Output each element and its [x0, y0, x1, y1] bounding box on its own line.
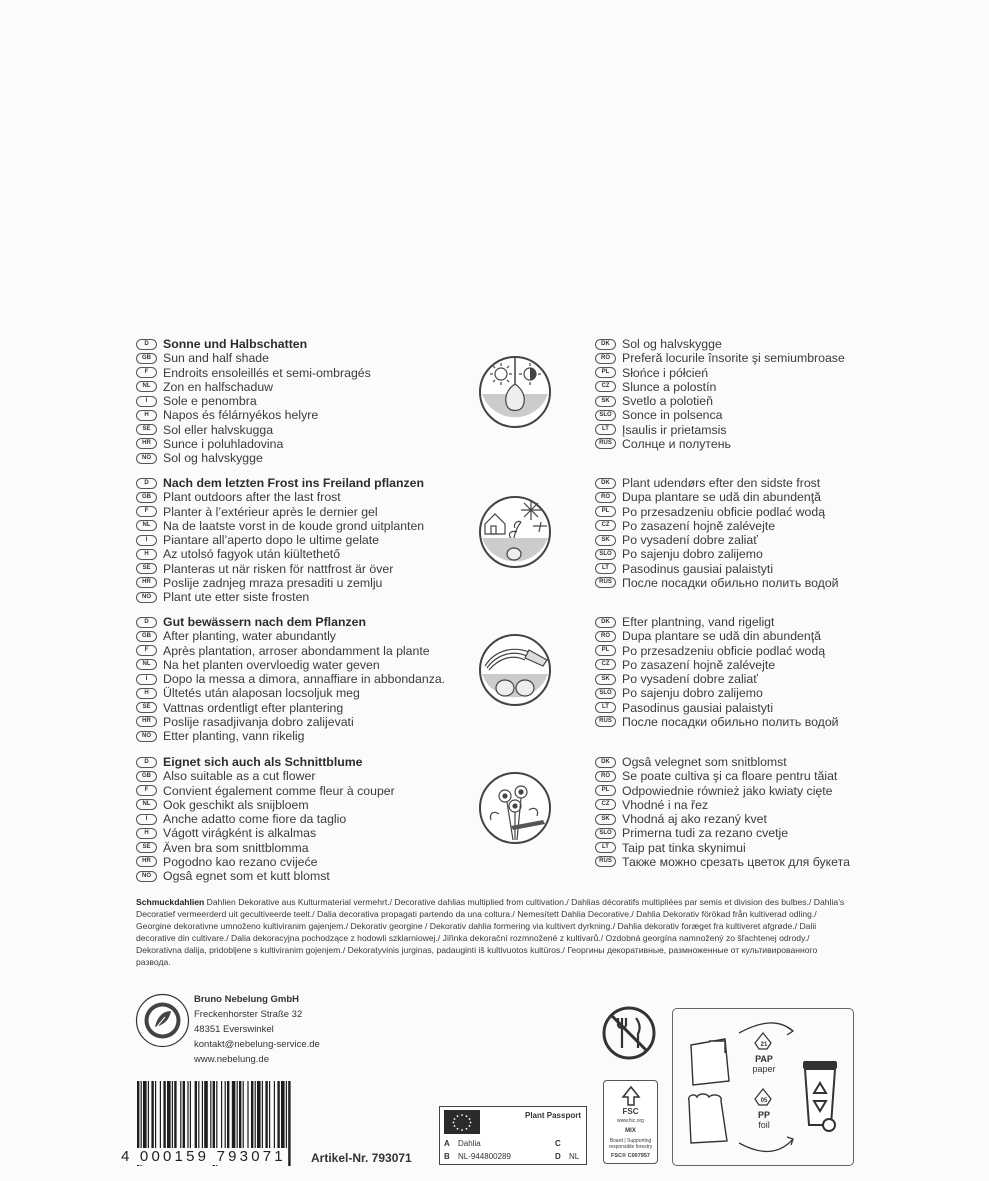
language-code-badge: RUS: [595, 577, 616, 588]
instruction-text: Se poate cultiva şi ca floare pentru tăiat: [622, 769, 838, 784]
barcode-bar: [247, 1081, 248, 1155]
language-row: [136, 394, 371, 408]
language-code-badge: RUS: [595, 438, 616, 449]
language-row: [136, 658, 445, 672]
language-row: [595, 547, 839, 561]
language-row: [595, 826, 850, 840]
language-code-badge: RO: [595, 771, 616, 782]
instruction-text: Nach dem letzten Frost ins Freiland pflanzen: [163, 476, 425, 491]
instruction-text: Po zasazení hojně zalévejte: [622, 518, 776, 533]
barcode-bar: [172, 1081, 173, 1155]
instruction-text: Poslije rasadjivanja dobro zalijevati: [163, 714, 354, 729]
fsc-line2: responsible forestry: [608, 1144, 653, 1150]
language-row: [595, 562, 839, 576]
language-row: [136, 701, 445, 715]
fsc-code: FSC® C007957: [611, 1153, 650, 1159]
instruction-text: Įsaulis ir prietamsis: [622, 422, 727, 437]
language-code-badge: NL: [136, 381, 157, 392]
sun-half-shade-icon: [477, 354, 553, 430]
barcode-bar: [251, 1081, 253, 1155]
instruction-text: Dupa plantare se udă din abundenţă: [622, 629, 821, 644]
instruction-text: Sol eller halvskugga: [163, 422, 274, 437]
barcode-bar: [180, 1081, 181, 1155]
language-code-badge: SE: [136, 842, 157, 853]
instruction-text: Ook geschikt als snijbloem: [163, 797, 309, 812]
barcode-bar: [265, 1081, 267, 1155]
language-row: [136, 519, 424, 533]
language-row: [595, 337, 845, 351]
language-row: [136, 615, 445, 629]
section-3-right-column: [595, 615, 839, 729]
language-row: [136, 855, 395, 869]
language-code-badge: I: [136, 535, 157, 546]
language-code-badge: DK: [595, 617, 616, 628]
passport-a-label: A: [444, 1139, 450, 1148]
instruction-text: Även bra som snittblomma: [163, 840, 309, 855]
instruction-text: Etter planting, vann rikelig: [163, 729, 305, 744]
barcode-bar: [195, 1081, 197, 1155]
not-edible-icon: [600, 1004, 658, 1062]
language-code-badge: HR: [136, 438, 157, 449]
language-row: [595, 855, 850, 869]
passport-c-label: C: [555, 1139, 561, 1148]
instruction-text: Vhodné i na řez: [622, 797, 709, 812]
language-row: [136, 826, 395, 840]
language-code-badge: H: [136, 549, 157, 560]
language-code-badge: D: [136, 478, 157, 489]
instruction-text: Preferă locurile însorite şi semiumbroase: [622, 351, 845, 366]
language-code-badge: I: [136, 674, 157, 685]
language-code-badge: PL: [595, 645, 616, 656]
language-code-badge: RUS: [595, 856, 616, 867]
barcode-bar: [243, 1081, 244, 1155]
language-code-badge: SLO: [595, 688, 616, 699]
pp-number: 05: [760, 1098, 768, 1104]
language-row: [136, 408, 371, 422]
language-row: [136, 686, 445, 700]
section-4-right-column: [595, 755, 850, 869]
section-3-left-column: [136, 615, 445, 743]
instruction-text: Poslije zadnjeg mraza presaditi u zemlju: [163, 575, 383, 590]
language-row: [136, 729, 445, 743]
language-code-badge: HR: [136, 577, 157, 588]
language-row: [136, 562, 424, 576]
language-row: [595, 841, 850, 855]
barcode-bar: [274, 1081, 275, 1155]
language-row: [595, 686, 839, 700]
instruction-text: Słońce i półcień: [622, 365, 709, 380]
pap-number: 21: [760, 1042, 768, 1048]
language-row: [595, 476, 839, 490]
instruction-text: После посадки обильно полить водой: [622, 714, 839, 729]
barcode-bar: [227, 1081, 229, 1155]
barcode-bar: [210, 1081, 211, 1155]
language-row: [595, 576, 839, 590]
language-row: [595, 351, 845, 365]
language-code-badge: CZ: [595, 381, 616, 392]
arrow-top-icon: [739, 1023, 793, 1033]
language-row: [136, 380, 371, 394]
language-code-badge: GB: [136, 631, 157, 642]
language-row: [136, 451, 371, 465]
language-code-badge: D: [136, 617, 157, 628]
instruction-text: Eignet sich auch als Schnittblume: [163, 755, 363, 770]
section-2-left-column: [136, 476, 424, 604]
barcode-bar: [183, 1081, 185, 1155]
instruction-text: Sonne und Halbschatten: [163, 337, 308, 352]
language-row: [136, 351, 371, 365]
instruction-text: Po vysadení dobre zaliať: [622, 672, 758, 687]
language-row: [136, 812, 395, 826]
company-street: Freckenhorster Straße 32: [194, 1009, 303, 1020]
barcode-bar: [163, 1081, 165, 1155]
instruction-text: Primerna tudi za rezano cvetje: [622, 826, 789, 841]
fsc-mix: MIX: [625, 1128, 636, 1134]
fsc-logo-text: FSC: [622, 1107, 639, 1116]
barcode-bar: [237, 1081, 238, 1155]
instruction-text: Efter plantning, vand rigeligt: [622, 615, 775, 630]
instruction-text: Pogodno kao rezano cvijeće: [163, 854, 318, 869]
barcode-bar: [225, 1081, 226, 1155]
language-row: [595, 366, 845, 380]
instruction-text: Planter à l’extérieur après le dernier gel: [163, 504, 378, 519]
barcode-bar: [286, 1081, 287, 1155]
instruction-text: Piantare all’aperto dopo le ultime gelate: [163, 533, 380, 548]
instruction-text: Pasodinus gausiai palaistyti: [622, 561, 774, 576]
language-code-badge: GB: [136, 492, 157, 503]
language-code-badge: CZ: [595, 659, 616, 670]
section-4-left-column: [136, 755, 395, 883]
language-row: [136, 533, 424, 547]
instruction-text: Vágott virágként is alkalmas: [163, 826, 317, 841]
language-row: [136, 629, 445, 643]
language-row: [136, 337, 371, 351]
language-row: [136, 437, 371, 451]
instruction-text: Vattnas ordentligt efter plantering: [163, 700, 344, 715]
barcode-bar: [174, 1081, 176, 1155]
barcode-bar: [288, 1081, 290, 1166]
language-row: [595, 644, 839, 658]
instruction-text: Ogsâ velegnet som snitblomst: [622, 755, 787, 770]
language-row: [136, 644, 445, 658]
language-code-badge: GB: [136, 771, 157, 782]
company-email[interactable]: kontakt@nebelung-service.de: [194, 1039, 320, 1050]
language-row: [136, 576, 424, 590]
language-code-badge: PL: [595, 785, 616, 796]
instruction-text: Also suitable as a cut flower: [163, 769, 316, 784]
instruction-text: Slunce a polostín: [622, 379, 717, 394]
company-city: 48351 Everswinkel: [194, 1024, 274, 1035]
instruction-text: Napos és félárnyékos helyre: [163, 408, 319, 423]
instruction-text: Po przesadzeniu obficie podlać wodą: [622, 504, 826, 519]
instruction-text: Солнце и полутень: [622, 436, 731, 451]
language-row: [595, 533, 839, 547]
language-row: [136, 869, 395, 883]
language-code-badge: LT: [595, 563, 616, 574]
barcode-bar: [262, 1081, 263, 1155]
language-code-badge: DK: [595, 478, 616, 489]
instruction-text: Dopo la messa a dimora, annaffiare in abbondanza.: [163, 672, 446, 687]
barcode-bar: [204, 1081, 208, 1155]
instruction-text: Также можно срезать цветок для букета: [622, 854, 850, 869]
instruction-text: After planting, water abundantly: [163, 629, 336, 644]
instruction-text: Az utolsó fagyok után kiültethető: [163, 547, 341, 562]
language-code-badge: H: [136, 410, 157, 421]
barcode-bar: [190, 1081, 191, 1155]
instruction-text: Po sajenju dobro zalijemo: [622, 547, 763, 562]
barcode-bar: [151, 1081, 153, 1155]
pp-code: PP: [757, 1110, 770, 1120]
arrow-bottom-icon: [739, 1139, 793, 1152]
language-row: [595, 408, 845, 422]
recycling-info: [672, 1008, 854, 1166]
language-code-badge: RO: [595, 353, 616, 364]
language-code-badge: HR: [136, 856, 157, 867]
instruction-text: Ültetés után alaposan locsoljuk meg: [163, 686, 360, 701]
watering-can-icon: [477, 632, 553, 708]
instruction-text: Plant ute etter siste frosten: [163, 590, 310, 605]
language-row: [595, 423, 845, 437]
barcode-bar: [160, 1081, 161, 1155]
instruction-text: Po sajenju dobro zalijemo: [622, 686, 763, 701]
language-code-badge: SE: [136, 563, 157, 574]
language-code-badge: NO: [136, 592, 157, 603]
language-code-badge: H: [136, 828, 157, 839]
barcode-bar: [232, 1081, 236, 1155]
instruction-text: Po przesadzeniu obficie podlać wodą: [622, 643, 826, 658]
language-row: [595, 784, 850, 798]
article-number: Artikel-Nr. 793071: [311, 1151, 412, 1165]
section-1-left-column: [136, 337, 371, 465]
instruction-text: Odpowiednie również jako kwiaty cięte: [622, 783, 833, 798]
language-row: [595, 437, 845, 451]
language-code-badge: F: [136, 367, 157, 378]
language-code-badge: NL: [136, 520, 157, 531]
language-code-badge: LT: [595, 702, 616, 713]
language-code-badge: NO: [136, 731, 157, 742]
language-code-badge: RO: [595, 631, 616, 642]
language-row: [136, 755, 395, 769]
language-code-badge: SE: [136, 424, 157, 435]
barcode-bar: [155, 1081, 156, 1155]
barcode-bar: [255, 1081, 256, 1155]
barcode-bar: [221, 1081, 222, 1155]
instruction-text: Sonce in polsenca: [622, 408, 723, 423]
instruction-text: Après plantation, arroser abondamment la plante: [163, 643, 430, 658]
barcode-bar: [281, 1081, 285, 1155]
language-row: [595, 490, 839, 504]
language-row: [595, 658, 839, 672]
passport-d-value: NL: [569, 1152, 580, 1161]
fsc-site: www.fsc.org: [617, 1118, 644, 1124]
language-code-badge: NO: [136, 871, 157, 882]
language-code-badge: F: [136, 785, 157, 796]
language-code-badge: SE: [136, 702, 157, 713]
pp-word: foil: [758, 1120, 770, 1130]
instruction-text: Sol og halvskygge: [622, 337, 722, 352]
recycling-bin-icon: [803, 1061, 837, 1131]
language-row: [136, 841, 395, 855]
language-row: [595, 769, 850, 783]
language-row: [136, 476, 424, 490]
company-info: [194, 992, 320, 1067]
barcode-bar: [239, 1081, 241, 1155]
instruction-text: Plant udendørs efter den sidste frost: [622, 476, 821, 491]
language-row: [595, 812, 850, 826]
plant-passport: [439, 1106, 587, 1165]
instruction-text: Gut bewässern nach dem Pflanzen: [163, 615, 366, 630]
eu-flag-icon: [444, 1110, 480, 1134]
instruction-text: Zon en halfschaduw: [163, 379, 274, 394]
language-row: [136, 769, 395, 783]
instruction-text: Vhodná aj ako rezaný kvet: [622, 812, 767, 827]
language-code-badge: SK: [595, 674, 616, 685]
language-code-badge: SK: [595, 535, 616, 546]
foil-bag-icon: [689, 1094, 727, 1143]
passport-b-label: B: [444, 1152, 450, 1161]
passport-a-value: Dahlia: [458, 1139, 481, 1148]
language-row: [136, 590, 424, 604]
language-row: [595, 701, 839, 715]
barcode-bar: [187, 1081, 188, 1155]
instruction-text: Sol og halvskygge: [163, 451, 263, 466]
language-code-badge: I: [136, 814, 157, 825]
language-row: [136, 798, 395, 812]
instruction-text: Sole e penombra: [163, 394, 257, 409]
language-row: [595, 755, 850, 769]
language-code-badge: I: [136, 396, 157, 407]
language-code-badge: D: [136, 339, 157, 350]
language-row: [136, 672, 445, 686]
cut-flower-icon: [477, 770, 553, 846]
barcode-bar: [148, 1081, 149, 1155]
language-row: [136, 547, 424, 561]
language-code-badge: F: [136, 645, 157, 656]
language-code-badge: NO: [136, 453, 157, 464]
barcode-bar: [167, 1081, 171, 1155]
barcode-bar: [269, 1081, 270, 1155]
product-description: Schmuckdahlien Dahlien Dekorative aus Kulturmaterial vermehrt./ Decorative dahlias multiplied from cultivation./ Dahlias décoratifs multipliées par semis et division des bulbes./ Dahlia’s Decoratief vermeerderd uit gecultiveerde teelt./ Dalia decorativa propagati partendo da una coltura./ Nemesített Dahlia Decorative./ Dahlia Dekorativ förökad från kultiverad odling./ Georgine dekorativne umnoženo kultiviranim gajenjem./ Dekorativ georgine / Dekorativ dahlia formering via kultivert dyrkning./ Dahlia dekorativ foræget fra kultiveret afgrøde./ Dalii decorative din cultivare./ Dalia dekoracyjna pochodzące z hodowli szklarniowej./ Jiřinka dekorační rozmnožené z kultivarů./ Ozdobná georgína namnožený zo šľachtenej odrody./ Dekorativna dalija, pridobljene s kultiviranim gojenjem./ Dekoratyvinis jurginas, padauginti iš kultivuotos kultūros./ Георгины декоративные, размноженные от культивированного развода.: [136, 897, 845, 968]
language-code-badge: PL: [595, 506, 616, 517]
passport-d-label: D: [555, 1152, 561, 1161]
language-row: [136, 366, 371, 380]
passport-title: Plant Passport: [524, 1111, 581, 1120]
language-row: [595, 615, 839, 629]
language-code-badge: HR: [136, 716, 157, 727]
fsc-label: [603, 1080, 658, 1164]
language-code-badge: NL: [136, 799, 157, 810]
language-code-badge: SK: [595, 396, 616, 407]
language-code-badge: RO: [595, 492, 616, 503]
language-code-badge: RUS: [595, 716, 616, 727]
barcode-bar: [198, 1081, 199, 1155]
language-code-badge: SLO: [595, 828, 616, 839]
language-code-badge: DK: [595, 757, 616, 768]
section-2-right-column: [595, 476, 839, 590]
company-website[interactable]: www.nebelung.de: [194, 1054, 269, 1065]
instruction-text: Anche adatto come fiore da taglio: [163, 812, 347, 827]
instruction-text: Pasodinus gausiai palaistyti: [622, 700, 774, 715]
language-code-badge: GB: [136, 353, 157, 364]
language-code-badge: H: [136, 688, 157, 699]
instruction-text: После посадки обильно полить водой: [622, 575, 839, 590]
language-code-badge: SLO: [595, 410, 616, 421]
language-code-badge: DK: [595, 339, 616, 350]
fsc-line1: Board | Supporting: [609, 1138, 652, 1144]
language-code-badge: CZ: [595, 520, 616, 531]
language-row: [595, 629, 839, 643]
instruction-text: Planteras ut när risken för nattfrost är över: [163, 561, 394, 576]
barcode-bar: [277, 1081, 279, 1155]
language-row: [595, 394, 845, 408]
language-code-badge: F: [136, 506, 157, 517]
language-row: [595, 798, 850, 812]
language-row: [136, 715, 445, 729]
plant-after-frost-icon: [477, 494, 553, 570]
instruction-text: Dupa plantare se udă din abundenţă: [622, 490, 821, 505]
instruction-text: Ogsâ egnet som et kutt blomst: [163, 869, 330, 884]
language-row: [136, 423, 371, 437]
language-code-badge: SLO: [595, 549, 616, 560]
barcode-number: 4 000159 793071: [121, 1148, 286, 1165]
language-row: [595, 715, 839, 729]
instruction-text: Po vysadení dobre zaliať: [622, 533, 758, 548]
barcode-bar: [143, 1081, 147, 1155]
language-row: [136, 505, 424, 519]
barcode-bar: [202, 1081, 203, 1155]
language-row: [595, 380, 845, 394]
language-code-badge: LT: [595, 842, 616, 853]
instruction-text: Convient également comme fleur à couper: [163, 783, 395, 798]
recycling-diagram: [673, 1009, 853, 1165]
fsc-tree-icon: [619, 1085, 643, 1107]
instruction-text: Taip pat tinka skynimui: [622, 840, 746, 855]
instruction-text: Na het planten overvloedig water geven: [163, 657, 380, 672]
passport-b-value: NL-944800289: [458, 1152, 511, 1161]
instruction-text: Plant outdoors after the last frost: [163, 490, 341, 505]
pap-code: PAP: [755, 1054, 773, 1064]
language-code-badge: SK: [595, 814, 616, 825]
company-name: Bruno Nebelung GmbH: [194, 994, 300, 1005]
instruction-text: Endroits ensoleillés et semi-ombragés: [163, 365, 371, 380]
language-code-badge: LT: [595, 424, 616, 435]
language-code-badge: CZ: [595, 799, 616, 810]
language-row: [595, 519, 839, 533]
instruction-text: Po zasazení hojně zalévejte: [622, 657, 776, 672]
language-code-badge: D: [136, 757, 157, 768]
instruction-text: Svetlo a polotieň: [622, 394, 713, 409]
sustainable-supplier-seal: [135, 993, 190, 1048]
section-1-right-column: [595, 337, 845, 451]
instruction-text: Sunce i poluhladovina: [163, 436, 284, 451]
language-code-badge: PL: [595, 367, 616, 378]
language-row: [136, 490, 424, 504]
language-row: [595, 505, 839, 519]
language-code-badge: NL: [136, 659, 157, 670]
barcode-bar: [257, 1081, 261, 1155]
language-row: [595, 672, 839, 686]
instruction-text: Sun and half shade: [163, 351, 269, 366]
language-row: [136, 784, 395, 798]
pap-word: paper: [752, 1064, 776, 1074]
instruction-text: Na de laatste vorst in de koude grond uitplanten: [163, 518, 425, 533]
